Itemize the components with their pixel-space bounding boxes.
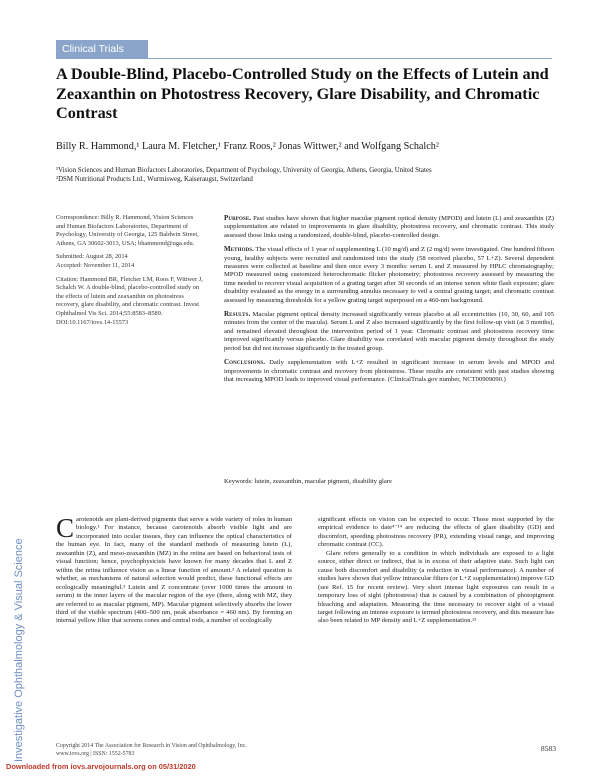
purpose-label: Purpose.: [224, 214, 252, 222]
abstract-results: [224, 310, 554, 353]
body-column-left: [56, 513, 292, 626]
results-text: Macular pigment optical density increased significantly versus placebo at all eccentricities (10, 30, 60, and 105 minutes from the center of the macula). Serum L and Z also increased significantly by the first follow-up visit (at 3 months), and remained elevated throughout the intervention period of 1 year. Chromatic contrast and photostress recovery time improved significantly versus placebo. Glare disability was correlated with macular pigment density throughout the study period but did not increase significantly in the treated group.: [224, 311, 554, 352]
abstract: [224, 214, 554, 389]
correspondence: Correspondence: Billy R. Hammond, Vision Sciences and Human Biofactors Laboratories, Department of Psychology, University of Georgia, 125 Baldwin Street, Athens, GA 30602-3013, USA; bhammond@uga.edu.: [56, 214, 199, 247]
journal-name-vertical: Investigative Ophthalmology & Visual Science: [13, 538, 25, 762]
copyright: Copyright 2014 The Association for Research in Vision and Ophthalmology, Inc.: [56, 743, 247, 749]
abstract-methods: [224, 245, 554, 305]
affiliation-1: ¹Vision Sciences and Human Biofactors Laboratories, Department of Psychology, University of Georgia, Athens, Georgia, United States: [56, 167, 432, 174]
abstract-purpose: [224, 214, 554, 240]
section-tab: Clinical Trials: [56, 40, 148, 58]
results-label: Results.: [224, 310, 251, 319]
body-paragraph: Glare refers generally to a condition in which individuals are exposed to a light source, either direct or indirect, that is in excess of their adaptive state. Such light can cause both discomfort and disability (a reduction in visual performance). A number of studies have shown that yellow intraocular filters (or L+Z supplementation) improve GD (see Ref. 15 for recent review). Very short intense light exposures can result in a temporary loss of sight (photostress) that is caused by a combination of photopigment bleaching and adaptation. Measuring the time necessary to recover sight of a visual target following an intense exposure is termed photostress recovery, and this measure has also been related to MP density and L+Z supplementation.¹³: [318, 549, 554, 625]
affiliations: [56, 166, 556, 185]
page-number: 8583: [540, 744, 556, 753]
body-paragraph: significant effects on vision can be expected to occur. Those most supported by the empirical evidence to date⁴⁻¹⁴ are reducing the effects of glare disability (GD) and discomfort, speeding photostress recovery (PR), extending visual range, and improving chromatic contrast (CC).: [318, 516, 554, 549]
article-info-sidebar: [56, 214, 204, 332]
affiliation-2: ²DSM Nutritional Products Ltd., Wurmisweg, Kaiseraugst, Switzerland: [56, 176, 253, 184]
article-title: A Double-Blind, Placebo-Controlled Study on the Effects of Lutein and Zeaxanthin on Photostress Recovery, Glare Disability, and Chromatic Contrast: [56, 64, 549, 122]
keywords: Keywords: lutein, zeaxanthin, macular pigment, disability glare: [224, 478, 392, 485]
purpose-text: Past studies have shown that higher macular pigment optical density (MPOD) and lutein (L) and zeaxanthin (Z) supplementation are related to improvements in glare disability, photostress recovery, and chromatic contrast. This study assessed those links using a randomized, double-blind, placebo-controlled design.: [224, 215, 554, 239]
body-column-right: [318, 516, 554, 626]
conclusions-label: Conclusions.: [224, 358, 266, 367]
abstract-conclusions: [224, 358, 554, 384]
drop-cap: C: [56, 513, 75, 543]
methods-label: Methods.: [224, 245, 254, 254]
submitted-date: Submitted: August 28, 2014: [56, 253, 128, 261]
author-list: Billy R. Hammond,¹ Laura M. Fletcher,¹ Franz Roos,² Jonas Wittwer,² and Wolfgang Schalch²: [56, 141, 439, 152]
download-watermark: Downloaded from iovs.arvojournals.org on 05/31/2020: [6, 762, 196, 771]
section-divider: [56, 58, 552, 59]
methods-text: The visual effects of 1 year of supplementing L (10 mg/d) and Z (2 mg/d) were investigated. One hundred fifteen young, healthy subjects were recruited and randomized into the study (58 received placebo, 57 L+Z). Several dependent measures were collected at baseline and then once every 3 months: serum L and Z measured by HPLC chromatography; MPOD measured using customized heterochromatic flicker photometry; photostress recovery assessed by measuring the time needed to recover visual acquisition of a grating target after 30 seconds of an intense xenon white flash exposure; glare disability evaluated as the energy in a surrounding annulus necessary to veil a central grating target; and chromatic contrast assessed by measuring thresholds for a yellow grating target superposed on a 460-nm background.: [224, 246, 554, 304]
page-footer: [56, 742, 316, 758]
issn: www.iovs.org | ISSN: 1552-5783: [56, 751, 135, 757]
citation: Citation: Hammond BR, Fletcher LM, Roos F, Wittwer J, Schalch W. A double-blind, placebo-controlled study on the effects of lutein and zeaxanthin on photostress recovery, glare disability, and chromatic contrast. Invest Ophthalmol Vis Sci. 2014;55:8583–8589. DOI:10.1167/iovs.14-15573: [56, 275, 203, 326]
body-paragraph: arotenoids are plant-derived pigments that serve a wide variety of roles in human biology.¹ For instance, because carotenoids absorb visible light and are incorporated into ocular tissues, they can influence the optical characteristics of the human eye. In fact, many of the standard methods of measuring lutein (L), zeaxanthin (Z), and meso-zeaxanthin (MZ) in the retina are based on behavioral tests of visual function; hence, psychophysicists have known for many decades that L and Z within the retina influence vision as a linear function of amount.² A related question is whether, as mechanisms of natural selection would predict, these functional effects are ecologically meaningful.³ Lutein and Z concentrate (over 1000 times the amount in serum) in the inner layers of the macular region of the eye (there, along with MZ, they are referred to as macular pigment, MP). Macular pigment selectively absorbs the lower third of the visible spectrum (400–500 nm, peak absorbance = 460 nm). By forming an internal yellow filter that screens cones and central rods, a number of ecologically: [56, 516, 292, 625]
accepted-date: Accepted: November 11, 2014: [56, 261, 135, 269]
conclusions-text: Daily supplementation with L+Z resulted in significant increase in serum levels and MPOD and improvements in chromatic contrast and recovery from photostress. These results are consistent with past studies showing that increasing MPOD leads to improved visual performance. (ClinicalTrials.gov number, NCT00909090.): [224, 359, 554, 383]
